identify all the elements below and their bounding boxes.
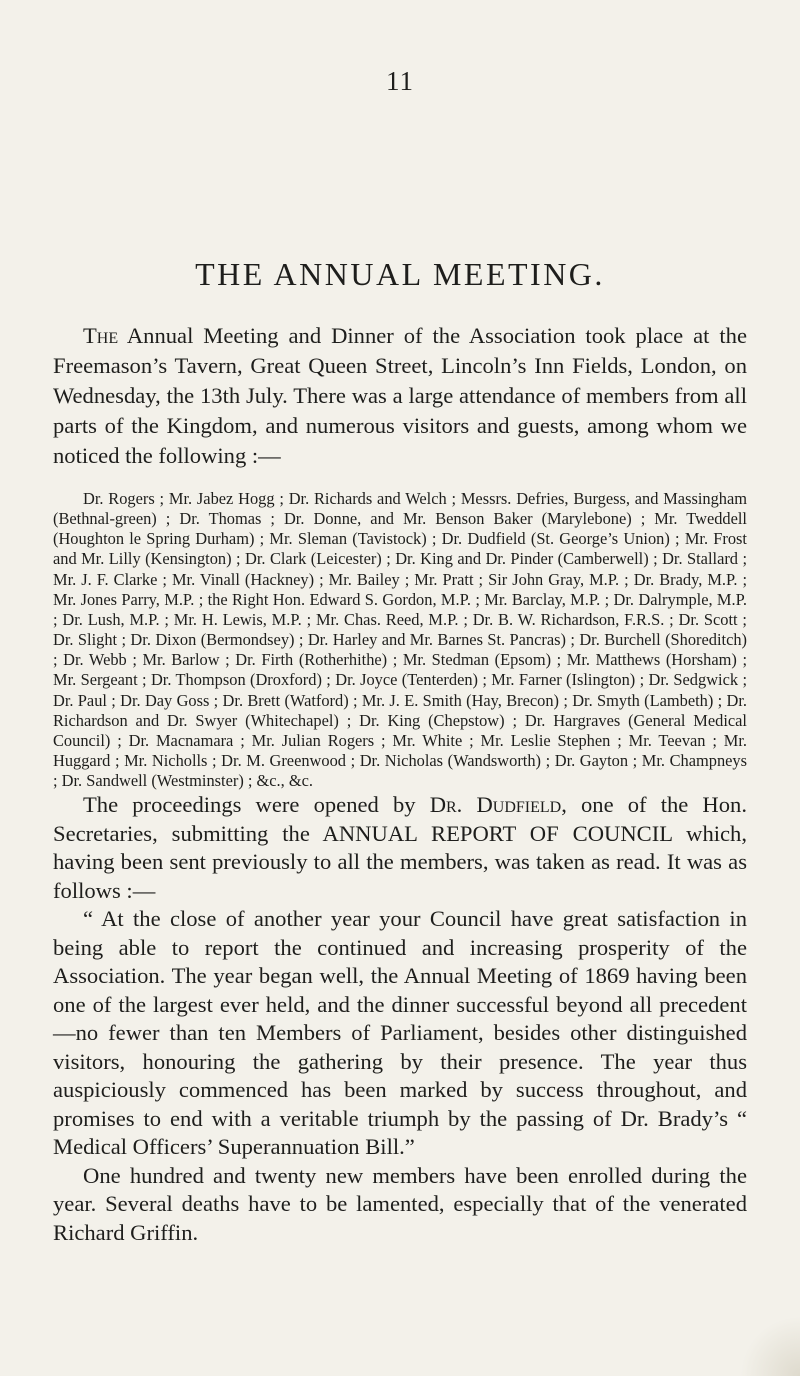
intro-lead-word: The — [83, 323, 119, 348]
proceedings-pre: The proceedings were opened by — [83, 792, 430, 818]
attendee-list: Dr. Rogers ; Mr. Jabez Hogg ; Dr. Richards and Welch ; Messrs. Defries, Burgess, and Massingham (Bethnal-green) ; Dr. Thomas ; Dr. Donne, and Mr. Benson Baker (Marylebone) ; Mr. Tweddell (Houghton le Spring Durham) ; Mr. Sleman (Tavistock) ; Dr. Dudfield (St. George’s Union) ; Mr. Frost and Mr. Lilly (Kensington) ; Dr. Clark (Leicester) ; Dr. King and Dr. Pinder (Camberwell) ; Dr. Stallard ; Mr. J. F. Clarke ; Mr. Vinall (Hackney) ; Mr. Bailey ; Mr. Pratt ; Sir John Gray, M.P. ; Dr. Brady, M.P. ; Mr. Jones Parry, M.P. ; the Right Hon. Edward S. Gordon, M.P. ; Mr. Barclay, M.P. ; Dr. Dalrymple, M.P. ; Dr. Lush, M.P. ; Mr. H. Lewis, M.P. ; Mr. Chas. Reed, M.P. ; Dr. B. W. Richardson, F.R.S. ; Dr. Scott ; Dr. Slight ; Dr. Dixon (Bermondsey) ; Dr. Harley and Mr. Barnes St. Pancras) ; Dr. Burchell (Shoreditch) ; Dr. Webb ; Mr. Barlow ; Dr. Firth (Rotherhithe) ; Mr. Stedman (Epsom) ; Mr. Matthews (Horsham) ; Mr. Sergeant ; Dr. Thompson (Droxford) ; Dr. Joyce (Tenterden) ; Mr. Farner (Islington) ; Dr. Sedgwick ; Dr. Paul ; Dr. Day Goss ; Dr. Brett (Watford) ; Mr. J. E. Smith (Hay, Brecon) ; Dr. Smyth (Lambeth) ; Dr. Richardson and Dr. Swyer (Whitechapel) ; Dr. King (Chepstow) ; Dr. Hargraves (General Medical Council) ; Dr. Macnamara ; Mr. Julian Rogers ; Mr. White ; Mr. Leslie Stephen ; Mr. Teevan ; Mr. Huggard ; Mr. Nicholls ; Dr. M. Greenwood ; Dr. Nicholas (Wandsworth) ; Dr. Gayton ; Mr. Champneys ; Dr. Sandwell (Westminster) ; &c., &c. — [53, 489, 747, 791]
proceedings-speaker: Dr. Dudfield — [429, 792, 562, 818]
report-quote: “ At the close of another year your Council have great satisfaction in being able to report the continued and increasing prosperity of the Association. The year began well, the Annual Meeting of 1869 having been one of the largest ever held, and the dinner successful beyond all precedent—no fewer than ten Members of Parliament, besides other distinguished visitors, honouring the gathering by their presence. The year thus auspiciously commenced has been marked by success throughout, and promises to end with a veritable triumph by the passing of Dr. Brady’s “ Medical Officers’ Superannuation Bill.” — [53, 906, 747, 1160]
page-number: 11 — [386, 66, 414, 96]
proceedings-post: , one of the Hon. Secretaries, submitting the ANNUAL REPORT OF COUNCIL which, having been sent previously to all the members, was taken as read. It was as follows :— — [53, 792, 747, 903]
intro-text: Annual Meeting and Dinner of the Association took place at the Freemason’s Tavern, Great Queen Street, Lincoln’s Inn Fields, London, on Wednesday, the 13th July. There was a large attendance of members from all parts of the Kingdom, and numerous visitors and guests, among whom we noticed the following :— — [53, 323, 747, 468]
intro-paragraph — [53, 321, 747, 471]
page-corner-stain — [740, 1316, 800, 1376]
new-members-paragraph: One hundred and twenty new members have been enrolled during the year. Several deaths have to be lamented, especially that of the venerated Richard Griffin. — [53, 1162, 747, 1245]
page-title: THE ANNUAL MEETING. — [195, 256, 605, 292]
article-body — [53, 321, 747, 1247]
proceedings-paragraph — [53, 791, 747, 905]
